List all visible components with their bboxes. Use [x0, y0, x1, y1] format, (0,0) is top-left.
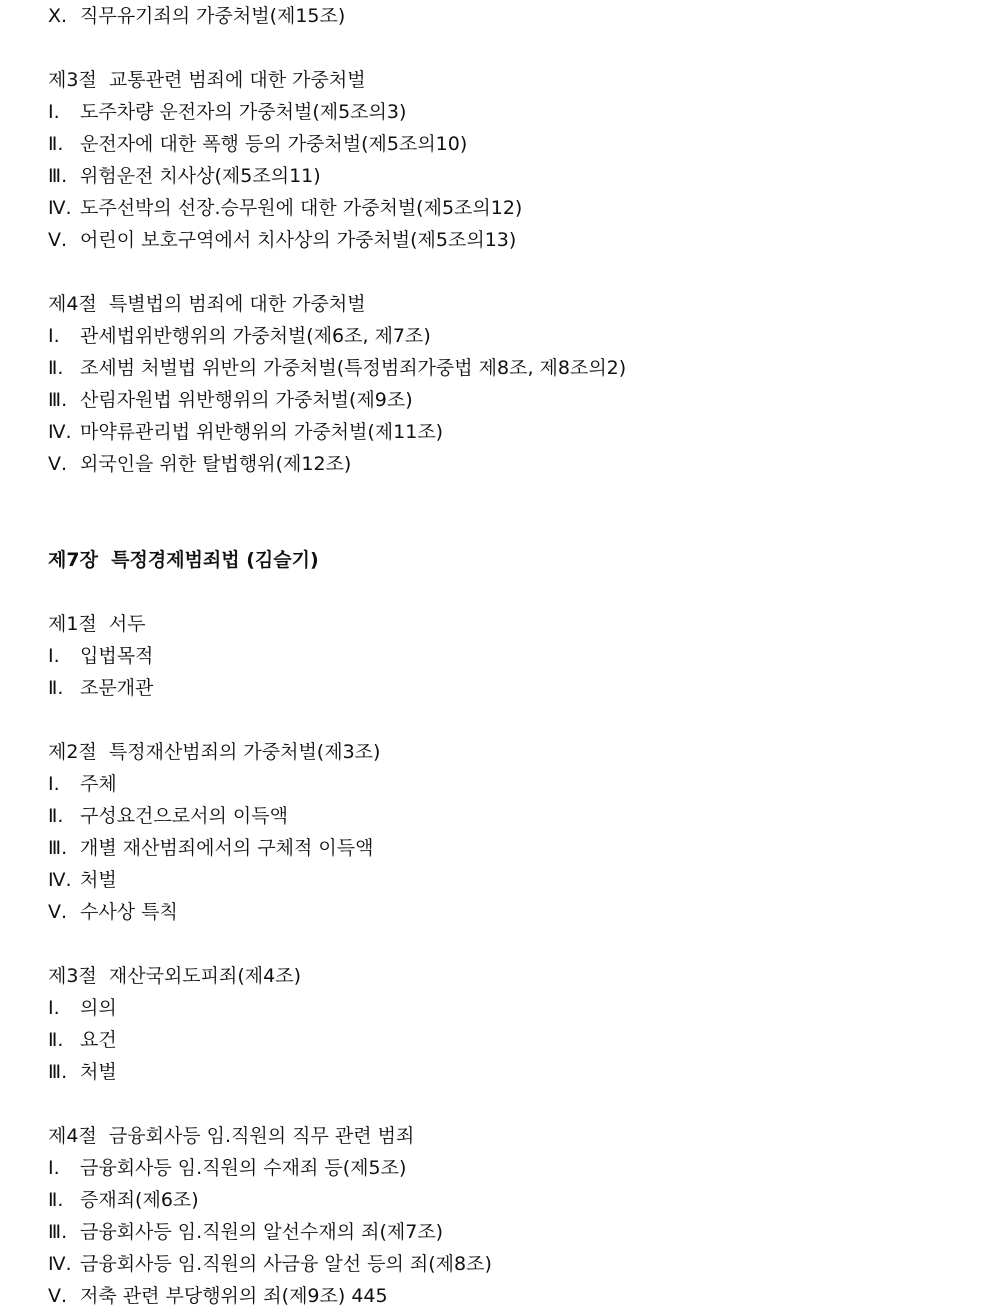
- spacer: [48, 256, 978, 288]
- toc-item: [48, 832, 978, 864]
- toc-item-text: 조문개관: [80, 677, 154, 699]
- toc-item-text: 직무유기죄의 가중처벌(제15조): [80, 5, 346, 27]
- toc-item: [48, 96, 978, 128]
- roman-numeral: Ⅲ.: [48, 1061, 68, 1083]
- toc-item-text: 조세범 처벌법 위반의 가중처벌(특정범죄가중법 제8조, 제8조의2): [80, 357, 627, 379]
- roman-numeral: Ⅲ.: [48, 389, 68, 411]
- toc-item-text: 저축 관련 부당행위의 죄(제9조) 445: [80, 1285, 388, 1307]
- roman-numeral: Ⅲ.: [48, 1221, 68, 1243]
- spacer: [48, 704, 978, 736]
- toc-item-text: 도주차량 운전자의 가중처벌(제5조의3): [80, 101, 407, 123]
- toc-item: [48, 0, 978, 32]
- toc-item-text: 구성요건으로서의 이득액: [80, 805, 288, 827]
- roman-numeral: Ⅴ.: [48, 453, 68, 475]
- toc-item: [48, 640, 978, 672]
- toc-item-text: 도주선박의 선장.승무원에 대한 가중처벌(제5조의12): [80, 197, 523, 219]
- section-heading: 제3절 재산국외도피죄(제4조): [48, 965, 301, 987]
- roman-numeral: Ⅰ.: [48, 101, 60, 123]
- toc-item-text: 산림자원법 위반행위의 가중처벌(제9조): [80, 389, 413, 411]
- toc-item: [48, 992, 978, 1024]
- roman-numeral: Ⅴ.: [48, 1285, 68, 1307]
- roman-numeral: Ⅴ.: [48, 901, 68, 923]
- toc-item: [48, 448, 978, 480]
- toc-item-text: 처벌: [80, 1061, 117, 1083]
- spacer: [48, 1088, 978, 1120]
- roman-numeral: Ⅳ.: [48, 197, 72, 219]
- toc-item: [48, 864, 978, 896]
- roman-numeral: Ⅳ.: [48, 1253, 72, 1275]
- roman-numeral: Ⅰ.: [48, 645, 60, 667]
- toc-item-text: 외국인을 위한 탈법행위(제12조): [80, 453, 352, 475]
- spacer: [48, 480, 978, 544]
- roman-numeral: Ⅳ.: [48, 869, 72, 891]
- section-heading: 제2절 특정재산범죄의 가중처벌(제3조): [48, 741, 381, 763]
- toc-item: [48, 896, 978, 928]
- toc-item: [48, 1280, 978, 1312]
- toc-item: [48, 128, 978, 160]
- toc-item-text: 위험운전 치사상(제5조의11): [80, 165, 321, 187]
- roman-numeral: Ⅲ.: [48, 165, 68, 187]
- roman-numeral: Ⅲ.: [48, 837, 68, 859]
- toc-item-text: 증재죄(제6조): [80, 1189, 199, 1211]
- roman-numeral: Ⅰ.: [48, 1157, 60, 1179]
- roman-numeral: Ⅱ.: [48, 1189, 64, 1211]
- roman-numeral: Ⅰ.: [48, 325, 60, 347]
- roman-numeral: Ⅱ.: [48, 1029, 64, 1051]
- toc-item: [48, 1024, 978, 1056]
- toc-item-text: 개별 재산범죄에서의 구체적 이득액: [80, 837, 374, 859]
- toc-item: [48, 352, 978, 384]
- toc-item: [48, 224, 978, 256]
- section-heading: 제3절 교통관련 범죄에 대한 가중처벌: [48, 69, 366, 91]
- toc-item: [48, 1152, 978, 1184]
- toc-item-text: 금융회사등 임.직원의 사금융 알선 등의 죄(제8조): [80, 1253, 492, 1275]
- toc-item: [48, 800, 978, 832]
- toc-item-text: 의의: [80, 997, 117, 1019]
- toc-item-text: 입법목적: [80, 645, 154, 667]
- toc-item: [48, 384, 978, 416]
- toc-item: [48, 320, 978, 352]
- roman-numeral: Ⅴ.: [48, 229, 68, 251]
- toc-item: [48, 1184, 978, 1216]
- toc-item-text: 요건: [80, 1029, 117, 1051]
- roman-numeral: Ⅹ.: [48, 5, 68, 27]
- toc-item-text: 어린이 보호구역에서 치사상의 가중처벌(제5조의13): [80, 229, 517, 251]
- roman-numeral: Ⅱ.: [48, 805, 64, 827]
- spacer: [48, 32, 978, 64]
- section-heading: 제4절 금융회사등 임.직원의 직무 관련 범죄: [48, 1125, 415, 1147]
- toc-item: [48, 1216, 978, 1248]
- roman-numeral: Ⅰ.: [48, 997, 60, 1019]
- toc-item: [48, 192, 978, 224]
- toc-item-text: 금융회사등 임.직원의 알선수재의 죄(제7조): [80, 1221, 444, 1243]
- toc-item-text: 처벌: [80, 869, 117, 891]
- toc-item-text: 주체: [80, 773, 117, 795]
- roman-numeral: Ⅳ.: [48, 421, 72, 443]
- roman-numeral: Ⅰ.: [48, 773, 60, 795]
- section-heading: 제1절 서두: [48, 613, 146, 635]
- toc-item: [48, 160, 978, 192]
- chapter-heading: 제7장 특정경제범죄법 (김슬기): [48, 549, 319, 571]
- toc-item-text: 금융회사등 임.직원의 수재죄 등(제5조): [80, 1157, 407, 1179]
- toc-item: [48, 768, 978, 800]
- toc-item: [48, 672, 978, 704]
- document-page: [48, 0, 978, 1312]
- toc-item-text: 수사상 특칙: [80, 901, 178, 923]
- toc-item-text: 운전자에 대한 폭행 등의 가중처벌(제5조의10): [80, 133, 468, 155]
- toc-item-text: 마약류관리법 위반행위의 가중처벌(제11조): [80, 421, 444, 443]
- roman-numeral: Ⅱ.: [48, 677, 64, 699]
- roman-numeral: Ⅱ.: [48, 133, 64, 155]
- spacer: [48, 576, 978, 608]
- toc-item: [48, 1248, 978, 1280]
- spacer: [48, 928, 978, 960]
- toc-item: [48, 416, 978, 448]
- toc-item-text: 관세법위반행위의 가중처벌(제6조, 제7조): [80, 325, 431, 347]
- section-heading: 제4절 특별법의 범죄에 대한 가중처벌: [48, 293, 366, 315]
- toc-item: [48, 1056, 978, 1088]
- roman-numeral: Ⅱ.: [48, 357, 64, 379]
